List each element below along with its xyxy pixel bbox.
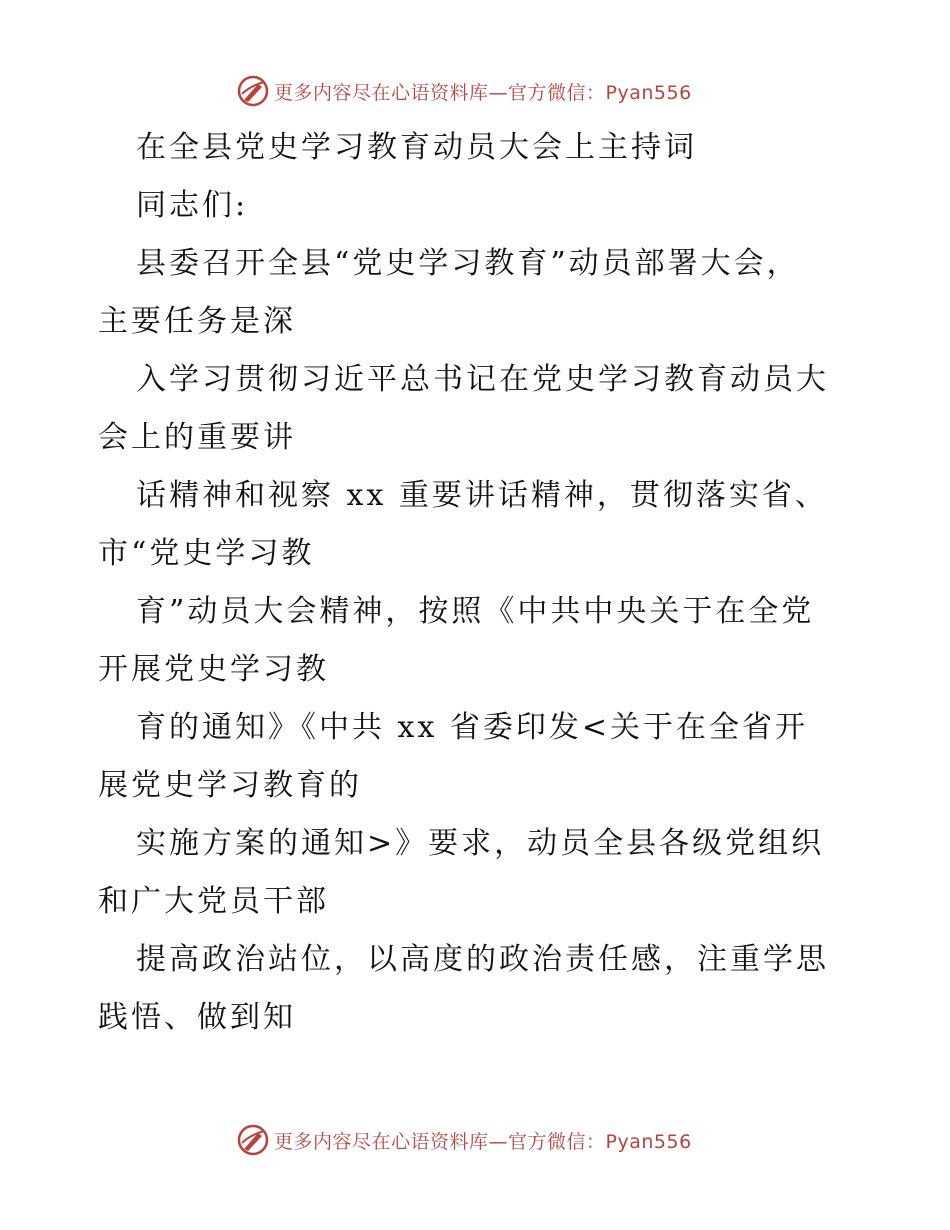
paragraph-line: 开展党史学习教 bbox=[98, 652, 329, 687]
paragraph-line: 实施方案的通知>》要求，动员全县各级党组织 bbox=[136, 826, 825, 861]
paragraph-line: 会上的重要讲 bbox=[98, 420, 296, 455]
paragraph-line: 市“党史学习教 bbox=[98, 536, 315, 571]
pen-circle-logo-icon bbox=[236, 1123, 270, 1157]
paragraph-line: 话精神和视察 xx 重要讲话精神，贯彻落实省、 bbox=[136, 478, 828, 513]
paragraph-line: 育”动员大会精神，按照《中共中央关于在全党 bbox=[136, 594, 815, 629]
document-title: 在全县党史学习教育动员大会上主持词 bbox=[136, 130, 697, 165]
header-watermark bbox=[236, 74, 692, 108]
footer-watermark bbox=[236, 1123, 692, 1157]
paragraph-line: 县委召开全县“党史学习教育”动员部署大会， bbox=[136, 246, 800, 281]
paragraph-line: 和广大党员干部 bbox=[98, 884, 329, 919]
document-body bbox=[98, 119, 858, 1047]
paragraph-line: 入学习贯彻习近平总书记在党史学习教育动员大 bbox=[136, 362, 829, 397]
watermark-text: 更多内容尽在心语资料库—官方微信：Pyan556 bbox=[274, 1130, 692, 1153]
paragraph-line: 主要任务是深 bbox=[98, 304, 296, 339]
paragraph-line: 践悟、做到知 bbox=[98, 1000, 296, 1035]
paragraph-line: 育的通知》《中共 xx 省委印发<关于在全省开 bbox=[136, 710, 809, 745]
salutation: 同志们: bbox=[136, 188, 249, 223]
paragraph-line: 提高政治站位，以高度的政治责任感，注重学思 bbox=[136, 942, 829, 977]
pen-circle-logo-icon bbox=[236, 74, 270, 108]
paragraph-line: 展党史学习教育的 bbox=[98, 768, 362, 803]
watermark-text: 更多内容尽在心语资料库—官方微信：Pyan556 bbox=[274, 81, 692, 104]
